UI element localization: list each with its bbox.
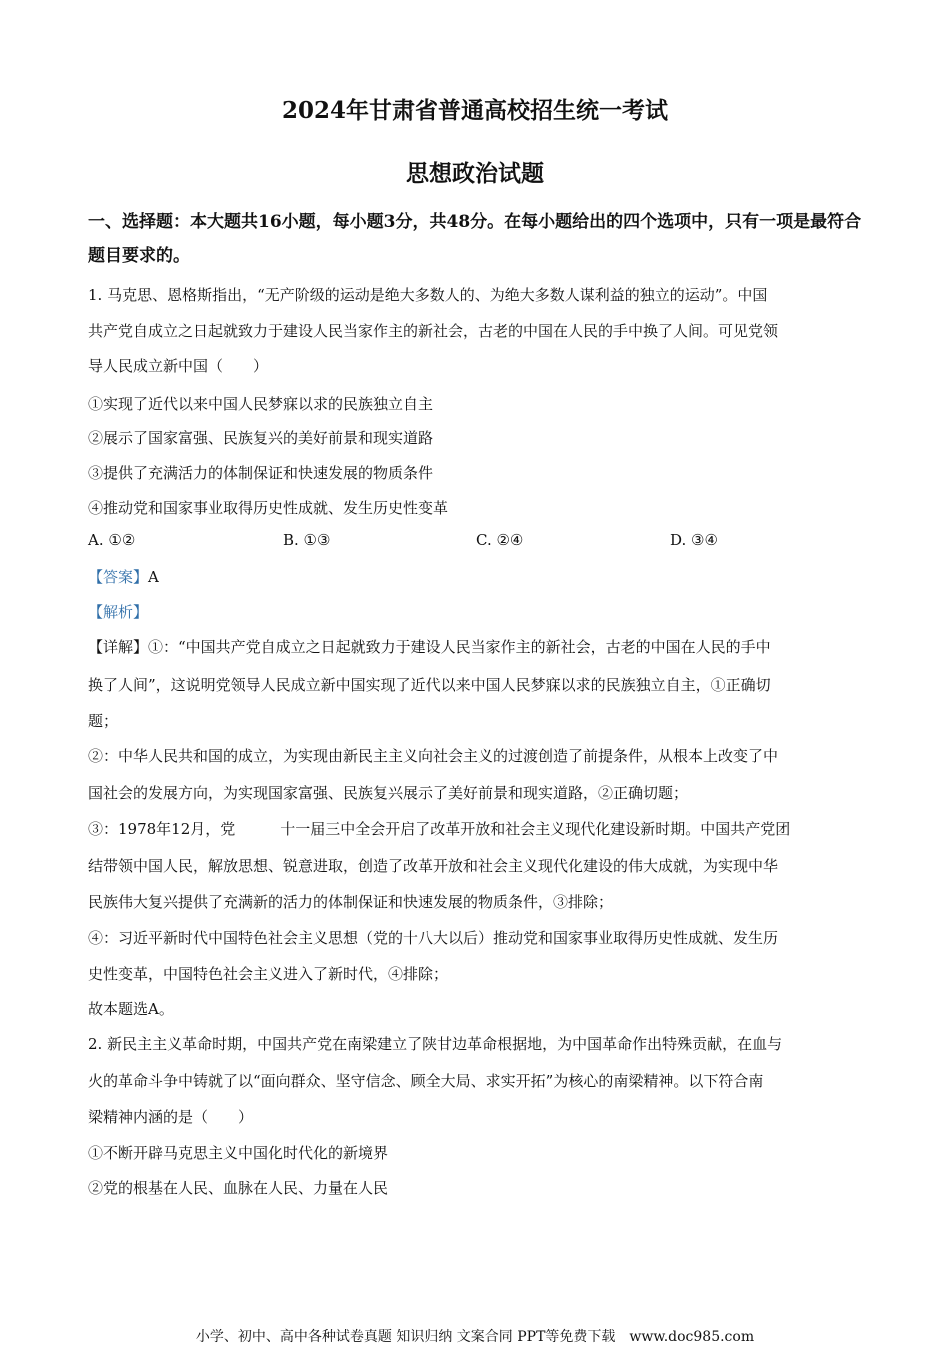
q1-detail-line: 结带领中国人民，解放思想、锐意进取，创造了改革开放和社会主义现代化建设的伟大成就，为实现中华: [88, 857, 779, 875]
q2-stem-line: 火的革命斗争中铸就了以“面向群众、坚守信念、顾全大局、求实开拓”为核心的南梁精神。以下符合南: [88, 1072, 764, 1090]
q1-detail-line: 民族伟大复兴提供了充满新的活力的体制保证和快速发展的物质条件，③排除；: [88, 893, 614, 911]
q1-option-a: A. ①②: [88, 531, 136, 549]
q1-item: ③提供了充满活力的体制保证和快速发展的物质条件: [88, 464, 434, 482]
q2-item: ②党的根基在人民、血脉在人民、力量在人民: [88, 1179, 389, 1197]
q1-stem-line: 导人民成立新中国（ ）: [88, 357, 269, 375]
q1-item: ②展示了国家富强、民族复兴的美好前景和现实道路: [88, 429, 434, 447]
q1-detail-line: 换了人间”，这说明党领导人民成立新中国实现了近代以来中国人民梦寐以求的民族独立自主，①正确切: [88, 676, 771, 694]
q1-stem-line: 1. 马克思、恩格斯指出，“无产阶级的运动是绝大多数人的、为绝大多数人谋利益的独立的运动”。中国: [88, 286, 768, 304]
q1-detail-line: 题；: [88, 712, 119, 730]
answer-value: A: [148, 568, 159, 586]
q1-detail-line: ②：中华人民共和国的成立，为实现由新民主主义向社会主义的过渡创造了前提条件，从根本上改变了中: [88, 747, 779, 765]
q2-stem-line: 2. 新民主主义革命时期，中国共产党在南梁建立了陕甘边革命根据地，为中国革命作出特殊贡献，在血与: [88, 1035, 783, 1053]
q1-detail-line: ③：1978年12月，党 十一届三中全会开启了改革开放和社会主义现代化建设新时期。中国共产党团: [88, 820, 791, 838]
q1-detail-line: ④：习近平新时代中国特色社会主义思想（党的十八大以后）推动党和国家事业取得历史性成就、发生历: [88, 929, 779, 947]
q1-detail-line: 史性变革，中国特色社会主义进入了新时代，④排除；: [88, 965, 449, 983]
q1-item: ①实现了近代以来中国人民梦寐以求的民族独立自主: [88, 395, 434, 413]
page-subtitle: 思想政治试题: [406, 160, 544, 187]
q1-detail-line: 【详解】①：“中国共产党自成立之日起就致力于建设人民当家作主的新社会，古老的中国在人民的手中: [88, 638, 771, 656]
q2-stem-line: 梁精神内涵的是（ ）: [88, 1108, 254, 1126]
q1-detail-line: 故本题选A。: [88, 1000, 174, 1018]
page-footer: 小学、初中、高中各种试卷真题 知识归纳 文案合同 PPT等免费下载 www.doc985.com: [195, 1329, 755, 1345]
q1-answer: [88, 566, 868, 587]
section-heading: 一、选择题：本大题共16小题，每小题3分，共48分。在每小题给出的四个选项中，只有一项是最符合题目要求的。: [88, 212, 862, 266]
answer-tag: 【答案】: [88, 568, 149, 586]
page-title: 2024年甘肃省普通高校招生统一考试: [281, 97, 668, 124]
q1-detail-line: 国社会的发展方向，为实现国家富强、民族复兴展示了美好前景和现实道路，②正确切题；: [88, 784, 689, 802]
analysis-tag: 【解析】: [88, 603, 149, 621]
q2-item: ①不断开辟马克思主义中国化时代化的新境界: [88, 1144, 389, 1162]
q1-option-b: B. ①③: [283, 531, 331, 549]
q1-item: ④推动党和国家事业取得历史性成就、发生历史性变革: [88, 499, 449, 517]
q1-option-c: C. ②④: [476, 531, 524, 549]
q1-option-d: D. ③④: [670, 531, 718, 549]
q1-stem-line: 共产党自成立之日起就致力于建设人民当家作主的新社会，古老的中国在人民的手中换了人间。可见党领: [88, 322, 779, 340]
